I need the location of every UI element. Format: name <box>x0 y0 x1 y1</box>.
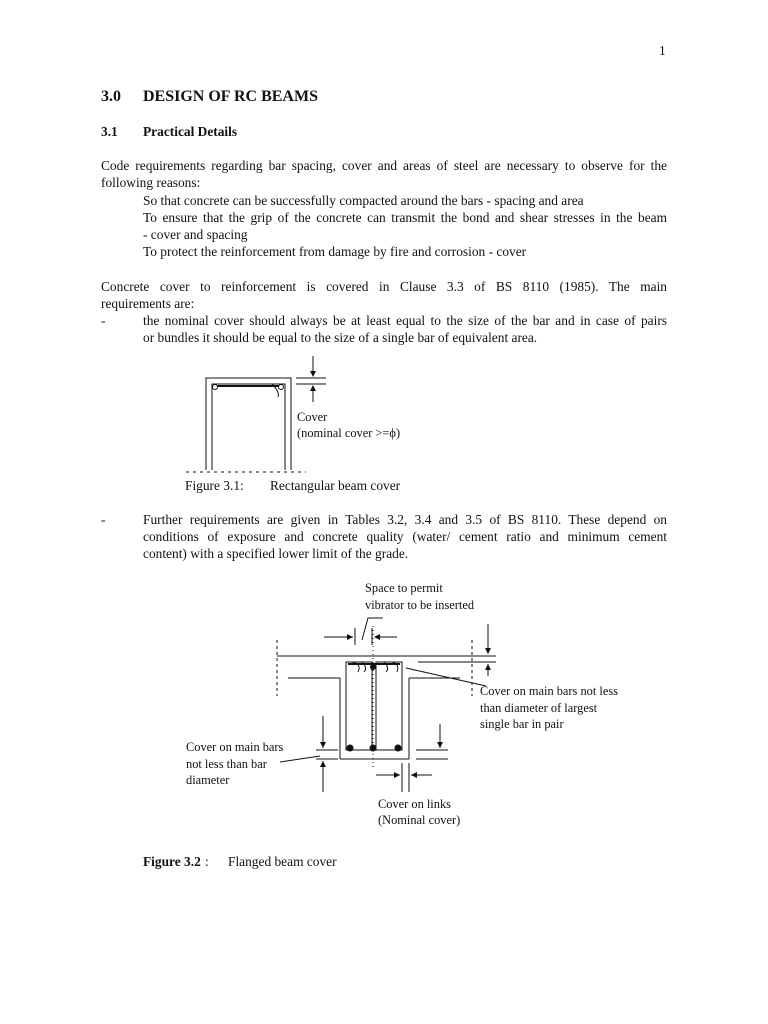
page-number: 1 <box>659 43 666 58</box>
bullet-dash: - <box>101 512 106 527</box>
bullet-dash: - <box>101 313 106 328</box>
fig2-main-right-line-1: Cover on main bars not less <box>480 684 618 698</box>
arrow-head <box>411 772 417 778</box>
fig2-main-right-line-3: single bar in pair <box>480 717 564 731</box>
subsection-number: 3.1 <box>101 124 118 139</box>
reason-item: - cover and spacing <box>143 227 248 242</box>
cover-para-line-2: requirements are: <box>101 296 195 311</box>
fig1-label-nominal: (nominal cover >=ϕ) <box>297 426 401 440</box>
fig2-main-right-line-2: than diameter of largest <box>480 701 598 715</box>
subsection-title: Practical Details <box>143 124 238 139</box>
cover-para-line-1: Concrete cover to reinforcement is covered in Clause 3.3 of BS 8110 (1985). The main <box>101 279 667 294</box>
bullet1-line-1: the nominal cover should always be at least equal to the size of the bar and in case of pairs <box>143 313 667 328</box>
figure-3-1-caption-text: Rectangular beam cover <box>270 478 401 493</box>
arrow-head <box>374 634 380 640</box>
fig2-space-line-2: vibrator to be inserted <box>365 598 475 612</box>
main-left-leader <box>280 756 320 762</box>
bar-section <box>370 745 377 752</box>
section-title: DESIGN OF RC BEAMS <box>143 88 318 105</box>
main-right-leader <box>406 668 486 686</box>
figure-3-1-caption-number: Figure 3.1: <box>185 478 244 493</box>
link-right <box>376 662 402 750</box>
fig2-main-left-line-1: Cover on main bars <box>186 740 284 754</box>
bar-section <box>395 745 402 752</box>
fig2-links-line-1: Cover on links <box>378 797 451 811</box>
fig2-space-line-1: Space to permit <box>365 581 443 595</box>
fig2-main-left-line-3: diameter <box>186 773 230 787</box>
intro-line-2: following reasons: <box>101 175 201 190</box>
figure-3-2-caption-number: Figure 3.2 <box>143 854 201 869</box>
fig2-links-line-2: (Nominal cover) <box>378 813 461 827</box>
arrow-head <box>437 742 443 748</box>
bullet2-line-3: content) with a specified lower limit of the grade. <box>143 546 409 561</box>
bullet2-line-2: conditions of exposure and concrete quality (water/ cement ratio and minimum cement <box>143 529 667 544</box>
link-left <box>346 662 372 750</box>
arrow-head <box>347 634 353 640</box>
reason-item: To protect the reinforcement from damage by fire and corrosion - cover <box>143 244 527 259</box>
reason-item: To ensure that the grip of the concrete can transmit the bond and shear stresses in the beam <box>143 210 667 225</box>
reason-item: So that concrete can be successfully compacted around the bars - spacing and area <box>143 193 584 208</box>
arrow-head <box>394 772 400 778</box>
fig2-main-left-line-2: not less than bar <box>186 757 267 771</box>
bullet1-line-2: or bundles it should be equal to the size of a single bar of equivalent area. <box>143 330 538 345</box>
intro-line-1: Code requirements regarding bar spacing, cover and areas of steel are necessary to observe for the <box>101 158 667 173</box>
figure-3-2-caption-sep: : <box>205 854 209 869</box>
arrow-head <box>485 648 491 654</box>
arrow-head <box>485 664 491 670</box>
fig1-label-cover: Cover <box>297 410 328 424</box>
bar-section <box>370 664 376 670</box>
bar-section <box>347 745 354 752</box>
section-number: 3.0 <box>101 88 121 105</box>
bullet2-line-1: Further requirements are given in Tables 3.2, 3.4 and 3.5 of BS 8110. These depend on <box>143 512 667 527</box>
figure-3-2-caption-text: Flanged beam cover <box>228 854 337 869</box>
arrow-head <box>320 761 326 767</box>
arrow-head <box>320 742 326 748</box>
